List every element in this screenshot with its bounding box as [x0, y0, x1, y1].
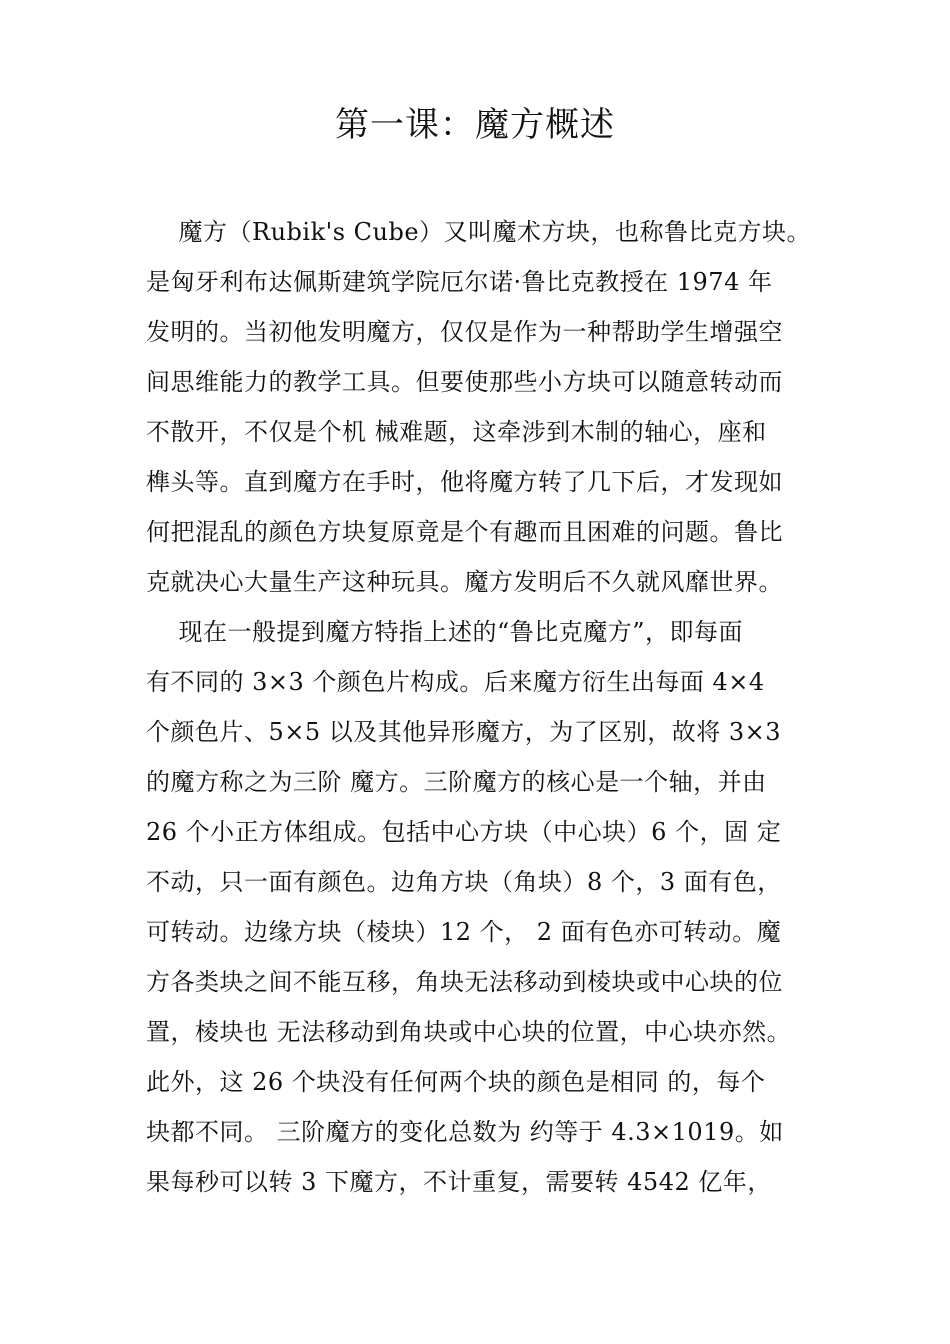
document-title: 第一课：魔方概述 [335, 105, 615, 145]
text-line: 何把混乱的颜色方块复原竟是个有趣而且困难的问题。鲁比 [146, 518, 783, 546]
text-line: 间思维能力的教学工具。但要使那些小方块可以随意转动而 [146, 368, 783, 396]
text-line: 26 个小正方体组成。包括中心方块（中心块）6 个，固 定 [146, 818, 782, 846]
text-line: 此外，这 26 个块没有任何两个块的颜色是相同 的，每个 [146, 1068, 766, 1096]
text-line: 不散开，不仅是个机 械难题，这牵涉到木制的轴心，座和 [146, 418, 767, 446]
text-line: 有不同的 3×3 个颜色片构成。后来魔方衍生出每面 4×4 [146, 668, 765, 696]
text-line: 不动，只一面有颜色。边角方块（角块）8 个，3 面有色， [146, 868, 782, 896]
text-line: 果每秒可以转 3 下魔方，不计重复，需要转 4542 亿年， [146, 1168, 772, 1196]
text-line: 个颜色片、5×5 以及其他异形魔方，为了区别，故将 3×3 [146, 718, 782, 746]
text-line: 发明的。当初他发明魔方，仅仅是作为一种帮助学生增强空 [146, 318, 783, 346]
text-line: 的魔方称之为三阶 魔方。三阶魔方的核心是一个轴，并由 [146, 768, 767, 796]
text-line: 魔方（Rubik's Cube）又叫魔术方块，也称鲁比克方块。 [146, 218, 812, 246]
text-line: 克就决心大量生产这种玩具。魔方发明后不久就风靡世界。 [146, 568, 783, 596]
text-line: 置，棱块也 无法移动到角块或中心块的位置，中心块亦然。 [146, 1018, 792, 1046]
text-line: 可转动。边缘方块（棱块）12 个， 2 面有色亦可转动。魔 [146, 918, 782, 946]
text-line: 块都不同。 三阶魔方的变化总数为 约等于 4.3×1019。如 [146, 1118, 784, 1146]
text-line: 是匈牙利布达佩斯建筑学院厄尔诺·鲁比克教授在 1974 年 [146, 268, 773, 296]
text-line: 现在一般提到魔方特指上述的“鲁比克魔方”，即每面 [146, 618, 744, 646]
text-line: 方各类块之间不能互移，角块无法移动到棱块或中心块的位 [146, 968, 783, 996]
text-line: 榫头等。直到魔方在手时，他将魔方转了几下后，才发现如 [146, 468, 783, 496]
